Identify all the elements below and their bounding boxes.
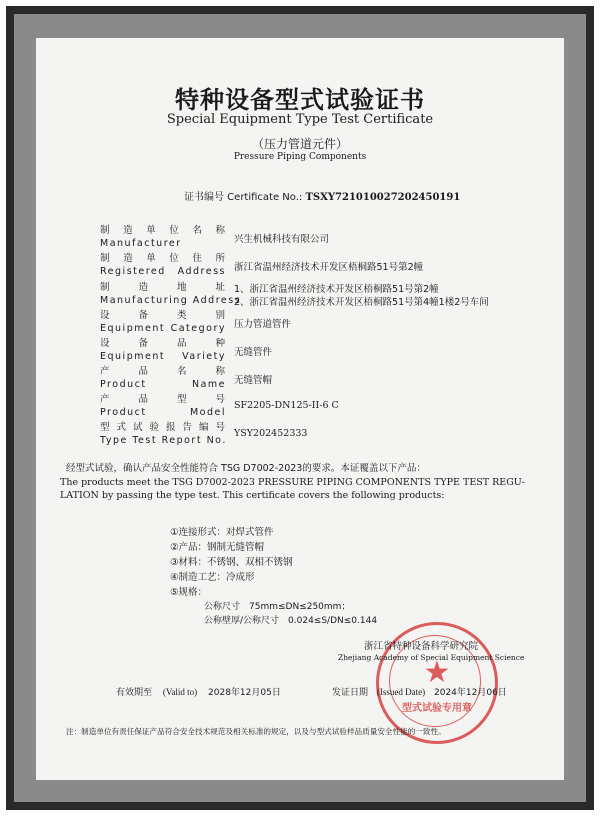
subtitle-en: Pressure Piping Components [233, 152, 367, 162]
field-label-manufacturer: 制 造 单 位 名 称 Manufacturer [100, 225, 226, 249]
statement-cn: 经型式试验，确认产品安全性能符合 TSG D7002-2023的要求。本证覆盖以下产品： [66, 463, 426, 474]
issued-date-label-en: (Issued Date) [376, 687, 426, 697]
subtitle-cn: （压力管道元件） [251, 137, 348, 151]
coverage-spec: ⑤规格： [170, 587, 208, 598]
certificate-label: 证书编号 Certificate No.: [184, 192, 303, 203]
field-label-equipment-variety: 设 备 品 种 Equipment Variety [100, 338, 226, 362]
field-value-manufacturer: 兴生机械科技有限公司 [234, 234, 330, 245]
field-label-equipment-category: 设 备 类 别 Equipment Category [100, 310, 226, 334]
statement-en-line2: LATION by passing the type test. This certificate covers the following products: [60, 490, 445, 501]
coverage-product: ②产品：钢制无缝管帽 [170, 542, 265, 553]
field-label-registered-address: 制 造 单 位 住 所 Registered Address [100, 253, 226, 277]
valid-to-label-cn: 有效期至 [116, 688, 153, 698]
field-value-equipment-category: 压力管道管件 [234, 319, 292, 330]
field-label-manufacturing-address: 制 造 地 址 Manufacturing Address [100, 282, 242, 306]
certificate-paper [36, 38, 564, 780]
coverage-size: 公称尺寸 75mm≤DN≤250mm； [204, 602, 351, 612]
coverage-process: ④制造工艺：冷成形 [170, 572, 255, 583]
issued-date-label-cn: 发证日期 [332, 688, 369, 698]
field-value-registered-address: 浙江省温州经济技术开发区梧桐路51号第2幢 [234, 262, 424, 273]
issued-date-value: 2024年12月06日 [434, 688, 507, 698]
certificate-number: TSXY721010027202450191 [305, 192, 461, 203]
field-value-product-name: 无缝管帽 [234, 375, 273, 386]
field-value-product-model: SF2205-DN125-II-6 C [234, 400, 339, 411]
field-value-manufacturing-address-2: 2、浙江省温州经济技术开发区梧桐路51号第4幢1楼2号车间 [234, 297, 489, 308]
title-cn: 特种设备型式试验证书 [175, 86, 425, 114]
field-value-manufacturing-address-1: 1、浙江省温州经济技术开发区梧桐路51号第2幢 [234, 284, 439, 295]
issuer-name-en: Zhejiang Academy of Special Equipment Science [338, 653, 525, 662]
coverage-wall: 公称壁厚/公称尺寸 0.024≤S/DN≤0.144 [204, 616, 378, 626]
field-label-product-model: 产 品 型 号 Product Model [100, 394, 226, 418]
coverage-material: ③材料：不锈钢、双相不锈钢 [170, 557, 293, 568]
certificate-number-row [184, 188, 460, 203]
issuer-name-cn: 浙江省特种设备科学研究院 [364, 641, 479, 652]
field-value-type-test-report: YSY202452333 [234, 428, 308, 439]
seal-text: 型式试验专用章 [402, 703, 472, 714]
seal-star-icon: ★ [423, 655, 451, 690]
issued-date-row [332, 685, 507, 698]
field-label-type-test-report: 型式试验报告编号 Type Test Report No. [100, 422, 227, 446]
valid-to-value: 2028年12月05日 [208, 688, 281, 698]
statement-en-line1: The products meet the TSG D7002-2023 PRESSURE PIPING COMPONENTS TYPE TEST REGU- [60, 477, 525, 488]
coverage-connection: ①连接形式：对焊式管件 [170, 527, 274, 538]
valid-to-label-en: (Valid to) [162, 687, 198, 697]
footer-note: 注：制造单位有责任保证产品符合安全技术规范及相关标准的规定，以及与型式试验样品质量安全性能的一致性。 [66, 727, 446, 736]
field-value-equipment-variety: 无缝管件 [234, 347, 273, 358]
field-label-product-name: 产 品 名 称 Product Name [100, 366, 226, 390]
valid-to-row [116, 685, 281, 698]
title-en: Special Equipment Type Test Certificate [166, 112, 434, 127]
